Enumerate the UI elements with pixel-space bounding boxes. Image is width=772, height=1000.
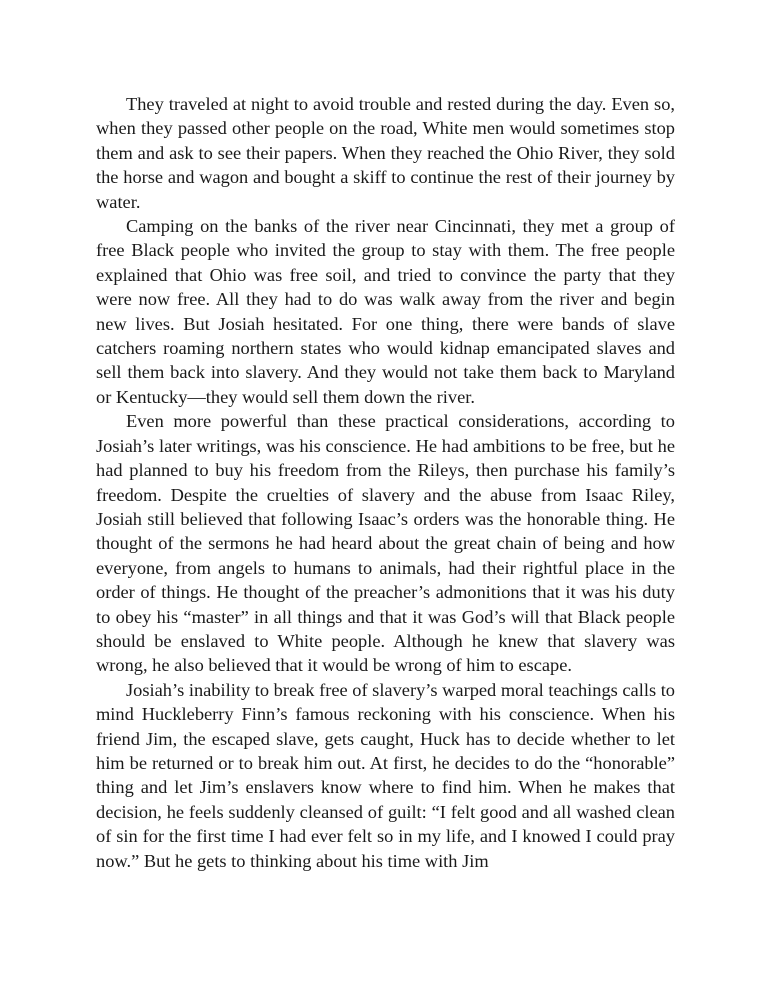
- page-body: [96, 92, 675, 873]
- paragraph-3: Even more powerful than these practical considerations, according to Josiah’s later writings, was his conscience. He had ambitions to be free, but he had planned to buy his freedom from the Rileys, then purchase his family’s freedom. Despite the cruelties of slavery and the abuse from Isaac Riley, Josiah still believed that following Isaac’s orders was the honorable thing. He thought of the sermons he had heard about the great chain of being and how everyone, from angels to humans to animals, had their rightful place in the order of things. He thought of the preacher’s admonitions that it was his duty to obey his “master” in all things and that it was God’s will that Black people should be enslaved to White people. Although he knew that slavery was wrong, he also believed that it would be wrong of him to escape.: [96, 411, 675, 676]
- paragraph-2: Camping on the banks of the river near Cincinnati, they met a group of free Black people who invited the group to stay with them. The free people explained that Ohio was free soil, and tried to convince the party that they were now free. All they had to do was walk away from the river and begin new lives. But Josiah hesitated. For one thing, there were bands of slave catchers roaming northern states who would kidnap emancipated slaves and sell them back into slavery. And they would not take them back to Maryland or Kentucky—they would sell them down the river.: [96, 216, 675, 407]
- paragraph-1: They traveled at night to avoid trouble and rested during the day. Even so, when they passed other people on the road, White men would sometimes stop them and ask to see their papers. When they reached the Ohio River, they sold the horse and wagon and bought a skiff to continue the rest of their journey by water.: [96, 94, 675, 212]
- paragraph-4: Josiah’s inability to break free of slavery’s warped moral teachings calls to mind Huckleberry Finn’s famous reckoning with his conscience. When his friend Jim, the escaped slave, gets caught, Huck has to decide whether to let him be returned or to break him out. At first, he decides to do the “honorable” thing and let Jim’s enslavers know where to find him. When he makes that decision, he feels suddenly cleansed of guilt: “I felt good and all washed clean of sin for the first time I had ever felt so in my life, and I knowed I could pray now.” But he gets to thinking about his time with Jim: [96, 679, 675, 871]
